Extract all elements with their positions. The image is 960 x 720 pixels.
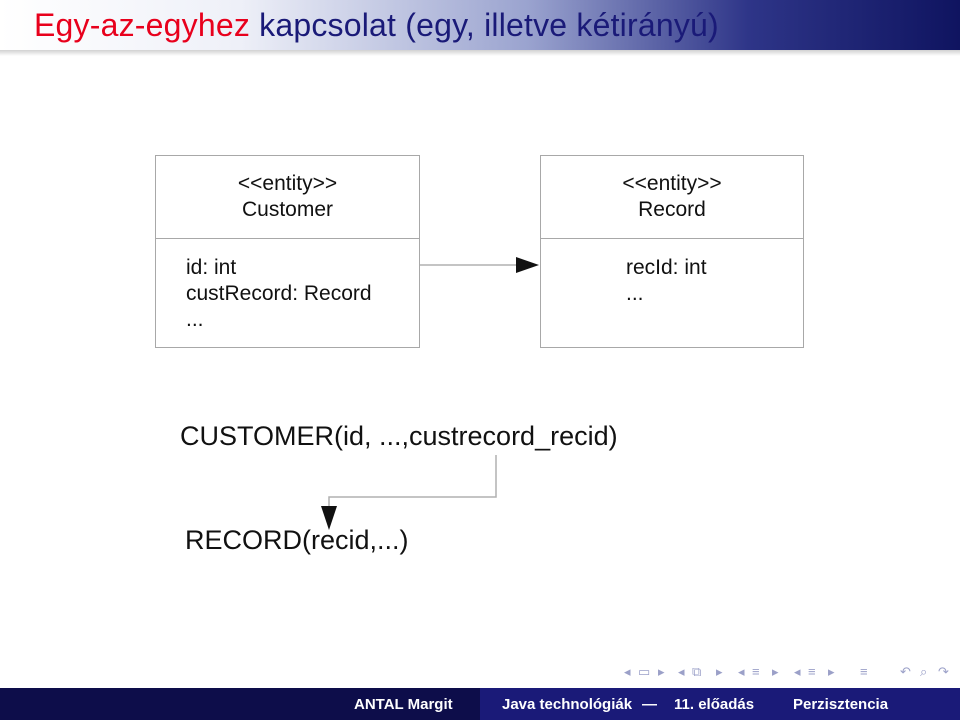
nav-frame-icon[interactable]: ▭ <box>638 664 651 679</box>
nav-next-frame-icon[interactable]: ▸ <box>658 664 665 679</box>
nav-back-icon[interactable]: ↶ <box>900 664 911 679</box>
record-attributes <box>626 255 795 307</box>
record-entity-header <box>541 156 803 239</box>
foreign-key-connector <box>329 455 496 512</box>
record-attribute-recid: recId: int <box>626 256 707 279</box>
customer-stereotype: <<entity>> <box>237 172 338 195</box>
customer-attribute-ellipsis: ... <box>186 308 204 331</box>
record-stereotype: <<entity>> <box>622 172 722 195</box>
record-entity-box <box>540 155 804 348</box>
nav-prev-section-icon[interactable]: ◂ <box>738 664 745 679</box>
customer-entity-header <box>156 156 419 239</box>
footer-author: ANTAL Margit <box>354 696 453 713</box>
footer-topic: Perzisztencia <box>793 696 889 713</box>
nav-prev-subframe-icon[interactable]: ◂ <box>678 664 685 679</box>
nav-next-section-icon[interactable]: ▸ <box>772 664 779 679</box>
customer-name: Customer <box>241 198 334 221</box>
nav-prev-frame-icon[interactable]: ◂ <box>624 664 631 679</box>
customer-attribute-id: id: int <box>186 256 237 279</box>
customer-entity-box <box>155 155 420 348</box>
nav-prev-part-icon[interactable]: ◂ <box>794 664 801 679</box>
title-rest-text: kapcsolat (egy, illetve kétirányú) <box>250 7 719 43</box>
nav-next-subframe-icon[interactable]: ▸ <box>716 664 723 679</box>
footer-course: Java technológiák <box>502 696 633 713</box>
nav-align-icon[interactable]: ≡ <box>860 664 868 679</box>
record-attribute-ellipsis: ... <box>626 282 644 305</box>
nav-section-icon[interactable]: ≡ <box>752 664 760 679</box>
footer-right-panel <box>480 688 960 720</box>
customer-attribute-custrecord: custRecord: Record <box>186 282 372 305</box>
footer-dash: — <box>642 696 657 713</box>
nav-search-icon[interactable]: ⌕ <box>920 664 928 679</box>
footer-left-panel <box>0 688 480 720</box>
nav-subsection-icon[interactable]: ⧉ <box>692 664 702 679</box>
record-schema: RECORD(recid,...) <box>185 525 409 555</box>
navigation-bar <box>620 664 960 684</box>
customer-schema: CUSTOMER(id, ...,custrecord_recid) <box>180 421 618 451</box>
footer <box>0 688 960 720</box>
record-name: Record <box>638 198 706 221</box>
title-accent-text: Egy-az-egyhez <box>34 7 251 43</box>
nav-next-part-icon[interactable]: ▸ <box>828 664 835 679</box>
nav-part-icon[interactable]: ≡ <box>808 664 816 679</box>
nav-forward-icon[interactable]: ↷ <box>938 664 949 679</box>
customer-attributes <box>186 255 411 333</box>
footer-lecture: 11. előadás <box>674 696 755 713</box>
association-arrowhead <box>516 257 539 273</box>
